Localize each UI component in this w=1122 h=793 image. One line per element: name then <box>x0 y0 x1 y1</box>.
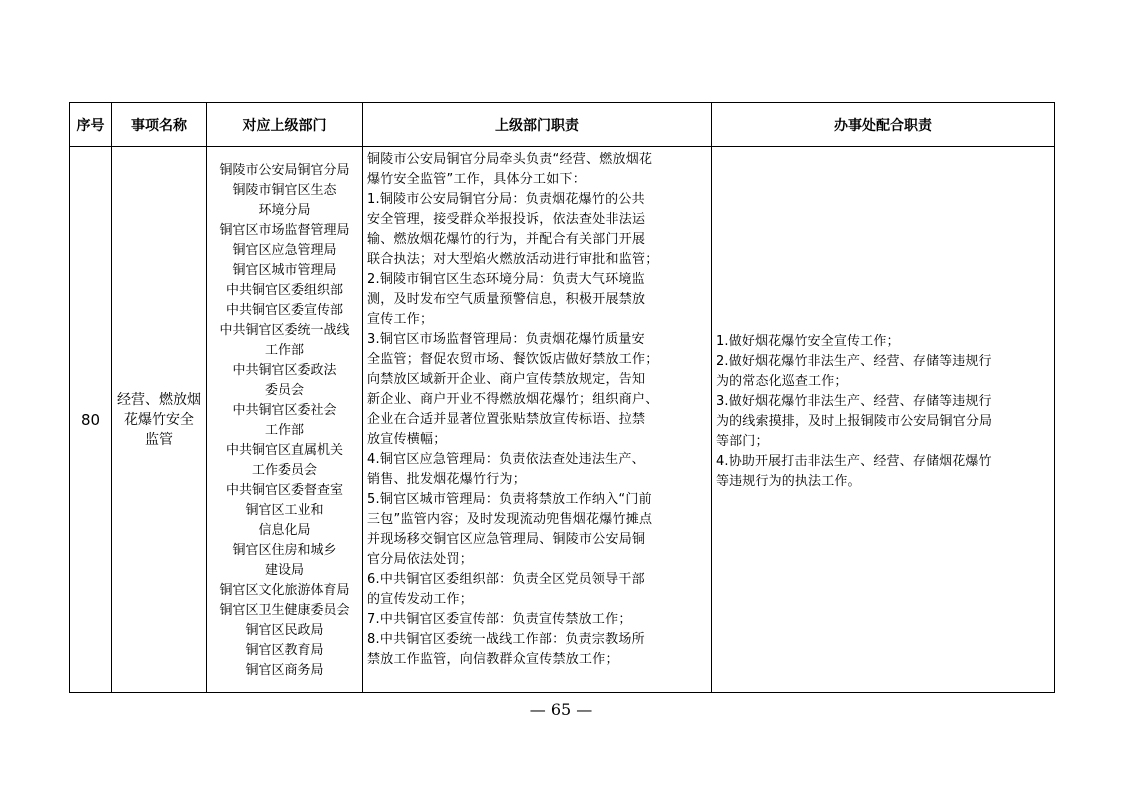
duty-line: 测，及时发布空气质量预警信息，积极开展禁放 <box>367 292 646 307</box>
duty-line: 8.中共铜官区委统一战线工作部：负责宗教场所 <box>367 632 645 647</box>
department-line: 铜官区文化旅游体育局 <box>219 583 350 598</box>
department-line: 铜官区工业和 <box>245 503 324 518</box>
office-duty-line: 等部门； <box>716 434 769 449</box>
duty-line: 官分局依法处罚； <box>367 552 474 567</box>
office-duty-line: 1.做好烟花爆竹安全宣传工作； <box>716 334 900 349</box>
superior-duties-cell <box>363 147 712 693</box>
office-duty-line: 2.做好烟花爆竹非法生产、经营、存储等违规行 <box>716 354 992 369</box>
department-line: 委员会 <box>264 383 304 398</box>
department-line: 中共铜官区委统一战线 <box>219 323 350 338</box>
department-line: 铜官区住房和城乡 <box>232 543 337 558</box>
department-line: 中共铜官区委宣传部 <box>225 303 343 318</box>
duty-line: 3.铜官区市场监督管理局：负责烟花爆竹质量安 <box>367 332 645 347</box>
duty-line: 5.铜官区城市管理局：负责将禁放工作纳入“门前 <box>367 492 652 507</box>
superior-duties-text <box>363 147 711 670</box>
department-line: 信息化局 <box>258 523 311 538</box>
department-line: 铜官区民政局 <box>245 623 324 638</box>
header-row <box>70 103 1055 147</box>
department-line: 中共铜官区委组织部 <box>225 283 343 298</box>
duty-line: 爆竹安全监管”工作，具体分工如下： <box>367 172 586 187</box>
duty-line: 禁放工作监管，向信教群众宣传禁放工作； <box>367 652 619 667</box>
item-name-cell <box>112 147 207 693</box>
duty-line: 铜陵市公安局铜官分局牵头负责“经营、燃放烟花 <box>367 152 653 167</box>
department-line: 工作委员会 <box>251 463 317 478</box>
duty-line: 放宣传横幅； <box>367 432 447 447</box>
department-line: 铜陵市公安局铜官分局 <box>219 163 350 178</box>
header-seq: 序号 <box>70 103 112 147</box>
office-duties-text <box>712 147 1054 492</box>
department-line: 铜官区市场监督管理局 <box>219 223 350 238</box>
department-line: 铜官区教育局 <box>245 643 324 658</box>
duty-line: 向禁放区域新开企业、商户宣传禁放规定，告知 <box>367 372 646 387</box>
header-office-duties: 办事处配合职责 <box>712 103 1055 147</box>
duty-line: 6.中共铜官区委组织部：负责全区党员领导干部 <box>367 572 645 587</box>
department-cell <box>207 147 363 693</box>
table-row <box>70 147 1055 693</box>
duty-line: 2.铜陵市铜官区生态环境分局：负责大气环境监 <box>367 272 645 287</box>
department-line: 铜陵市铜官区生态 <box>232 183 337 198</box>
office-duties-cell <box>712 147 1055 693</box>
office-duty-line: 等违规行为的执法工作。 <box>716 474 861 489</box>
header-superior-duties: 上级部门职责 <box>363 103 712 147</box>
duty-line: 宣传工作； <box>367 312 434 327</box>
department-line: 中共铜官区委政法 <box>232 363 337 378</box>
duty-line: 7.中共铜官区委宣传部：负责宣传禁放工作； <box>367 612 632 627</box>
duty-line: 销售、批发烟花爆竹行为； <box>367 472 527 487</box>
item-name-line: 经营、燃放烟 <box>117 391 201 408</box>
duty-line: 全监管；督促农贸市场、餐饮饭店做好禁放工作； <box>367 352 659 367</box>
department-line: 铜官区商务局 <box>245 663 324 678</box>
department-line: 铜官区城市管理局 <box>232 263 337 278</box>
duty-line: 安全管理，接受群众举报投诉，依法查处非法运 <box>367 212 646 227</box>
office-duty-line: 为的常态化巡查工作； <box>716 374 848 389</box>
duty-line: 新企业、商户开业不得燃放烟花爆竹；组织商户、 <box>367 392 659 407</box>
duty-line: 联合执法；对大型焰火燃放活动进行审批和监管； <box>367 252 659 267</box>
duty-line: 三包”监管内容；及时发现流动兜售烟花爆竹摊点 <box>367 512 653 527</box>
department-list <box>207 147 362 681</box>
duty-line: 4.铜官区应急管理局：负责依法查处违法生产、 <box>367 452 645 467</box>
department-line: 铜官区卫生健康委员会 <box>219 603 350 618</box>
duty-line: 输、燃放烟花爆竹的行为，并配合有关部门开展 <box>367 232 646 247</box>
duty-line: 的宣传发动工作； <box>367 592 474 607</box>
item-name-line: 花爆竹安全 <box>124 411 194 428</box>
seq-cell: 80 <box>70 147 112 693</box>
office-duty-line: 4.协助开展打击非法生产、经营、存储烟花爆竹 <box>716 454 992 469</box>
department-line: 环境分局 <box>258 203 311 218</box>
department-line: 铜官区应急管理局 <box>232 243 337 258</box>
item-name-line: 监管 <box>145 431 173 448</box>
duty-line: 并现场移交铜官区应急管理局、铜陵市公安局铜 <box>367 532 646 547</box>
duty-line: 1.铜陵市公安局铜官分局：负责烟花爆竹的公共 <box>367 192 645 207</box>
header-item-name: 事项名称 <box>112 103 207 147</box>
page-number: — 65 — <box>529 700 593 719</box>
office-duty-line: 为的线索摸排，及时上报铜陵市公安局铜官分局 <box>716 414 993 429</box>
department-line: 中共铜官区委督查室 <box>225 483 343 498</box>
department-line: 建设局 <box>264 563 304 578</box>
office-duty-line: 3.做好烟花爆竹非法生产、经营、存储等违规行 <box>716 394 992 409</box>
department-line: 工作部 <box>264 343 304 358</box>
duty-line: 企业在合适并显著位置张贴禁放宣传标语、拉禁 <box>367 412 646 427</box>
department-line: 工作部 <box>264 423 304 438</box>
duty-table <box>69 102 1055 693</box>
header-superior-department: 对应上级部门 <box>207 103 363 147</box>
department-line: 中共铜官区直属机关 <box>225 443 343 458</box>
department-line: 中共铜官区委社会 <box>232 403 337 418</box>
